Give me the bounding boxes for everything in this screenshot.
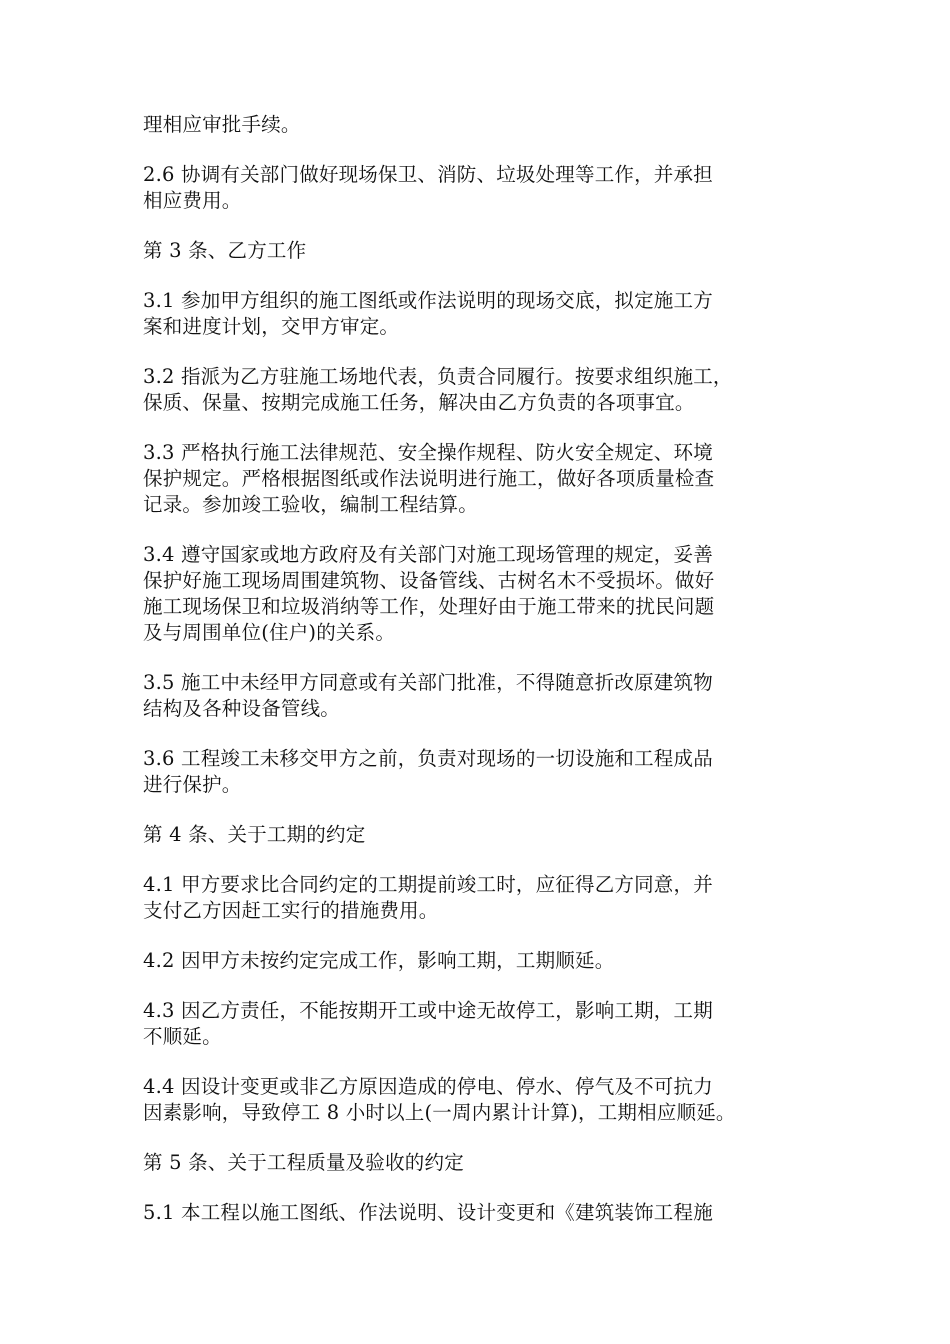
text-line: 3.5 施工中未经甲方同意或有关部门批准，不得随意折改原建筑物 (143, 671, 713, 694)
clause-paragraph (143, 542, 811, 646)
text-line: 记录。参加竣工验收，编制工程结算。 (143, 493, 478, 516)
text-line: 3.1 参加甲方组织的施工图纸或作法说明的现场交底，拟定施工方 (143, 289, 713, 312)
clause-paragraph (143, 1200, 811, 1226)
text-line: 4.3 因乙方责任，不能按期开工或中途无故停工，影响工期，工期 (143, 999, 713, 1022)
clause-paragraph (143, 872, 811, 924)
clause-paragraph (143, 746, 811, 798)
text-line: 保护规定。严格根据图纸或作法说明进行施工，做好各项质量检查 (143, 467, 715, 490)
section-heading (143, 238, 811, 264)
clause-paragraph (143, 948, 811, 974)
text-line: 4.1 甲方要求比合同约定的工期提前竣工时，应征得乙方同意，并 (143, 873, 713, 896)
text-line: 不顺延。 (143, 1025, 222, 1048)
text-line: 2.6 协调有关部门做好现场保卫、消防、垃圾处理等工作，并承担 (143, 163, 713, 186)
text-line: 相应费用。 (143, 189, 242, 212)
text-line: 4.2 因甲方未按约定完成工作，影响工期，工期顺延。 (143, 949, 615, 972)
text-line: 保质、保量、按期完成施工任务，解决由乙方负责的各项事宜。 (143, 391, 695, 414)
text-line: 3.6 工程竣工未移交甲方之前，负责对现场的一切设施和工程成品 (143, 747, 713, 770)
text-line: 因素影响，导致停工 8 小时以上(一周内累计计算)，工期相应顺延。 (143, 1101, 736, 1124)
clause-paragraph (143, 288, 811, 340)
text-line: 第 4 条、关于工期的约定 (143, 823, 366, 846)
text-line: 案和进度计划，交甲方审定。 (143, 315, 400, 338)
clause-paragraph (143, 440, 811, 518)
text-line: 第 5 条、关于工程质量及验收的约定 (143, 1151, 464, 1174)
document-body (143, 112, 811, 1250)
text-line: 理相应审批手续。 (143, 113, 301, 136)
text-line: 施工现场保卫和垃圾消纳等工作，处理好由于施工带来的扰民问题 (143, 595, 715, 618)
text-line: 3.4 遵守国家或地方政府及有关部门对施工现场管理的规定，妥善 (143, 543, 713, 566)
text-line: 5.1 本工程以施工图纸、作法说明、设计变更和《建筑装饰工程施 (143, 1201, 713, 1224)
text-line: 保护好施工现场周围建筑物、设备管线、古树名木不受损坏。做好 (143, 569, 715, 592)
clause-paragraph (143, 998, 811, 1050)
clause-paragraph (143, 364, 811, 416)
clause-paragraph (143, 1074, 811, 1126)
section-heading (143, 822, 811, 848)
text-line: 进行保护。 (143, 773, 242, 796)
text-line: 3.3 严格执行施工法律规范、安全操作规程、防火安全规定、环境 (143, 441, 713, 464)
clause-paragraph (143, 670, 811, 722)
text-line: 4.4 因设计变更或非乙方原因造成的停电、停水、停气及不可抗力 (143, 1075, 713, 1098)
clause-paragraph (143, 112, 811, 138)
text-line: 3.2 指派为乙方驻施工场地代表，负责合同履行。按要求组织施工， (143, 365, 733, 388)
text-line: 及与周围单位(住户)的关系。 (143, 621, 396, 644)
text-line: 结构及各种设备管线。 (143, 697, 341, 720)
section-heading (143, 1150, 811, 1176)
text-line: 第 3 条、乙方工作 (143, 239, 307, 262)
clause-paragraph (143, 162, 811, 214)
text-line: 支付乙方因赶工实行的措施费用。 (143, 899, 439, 922)
